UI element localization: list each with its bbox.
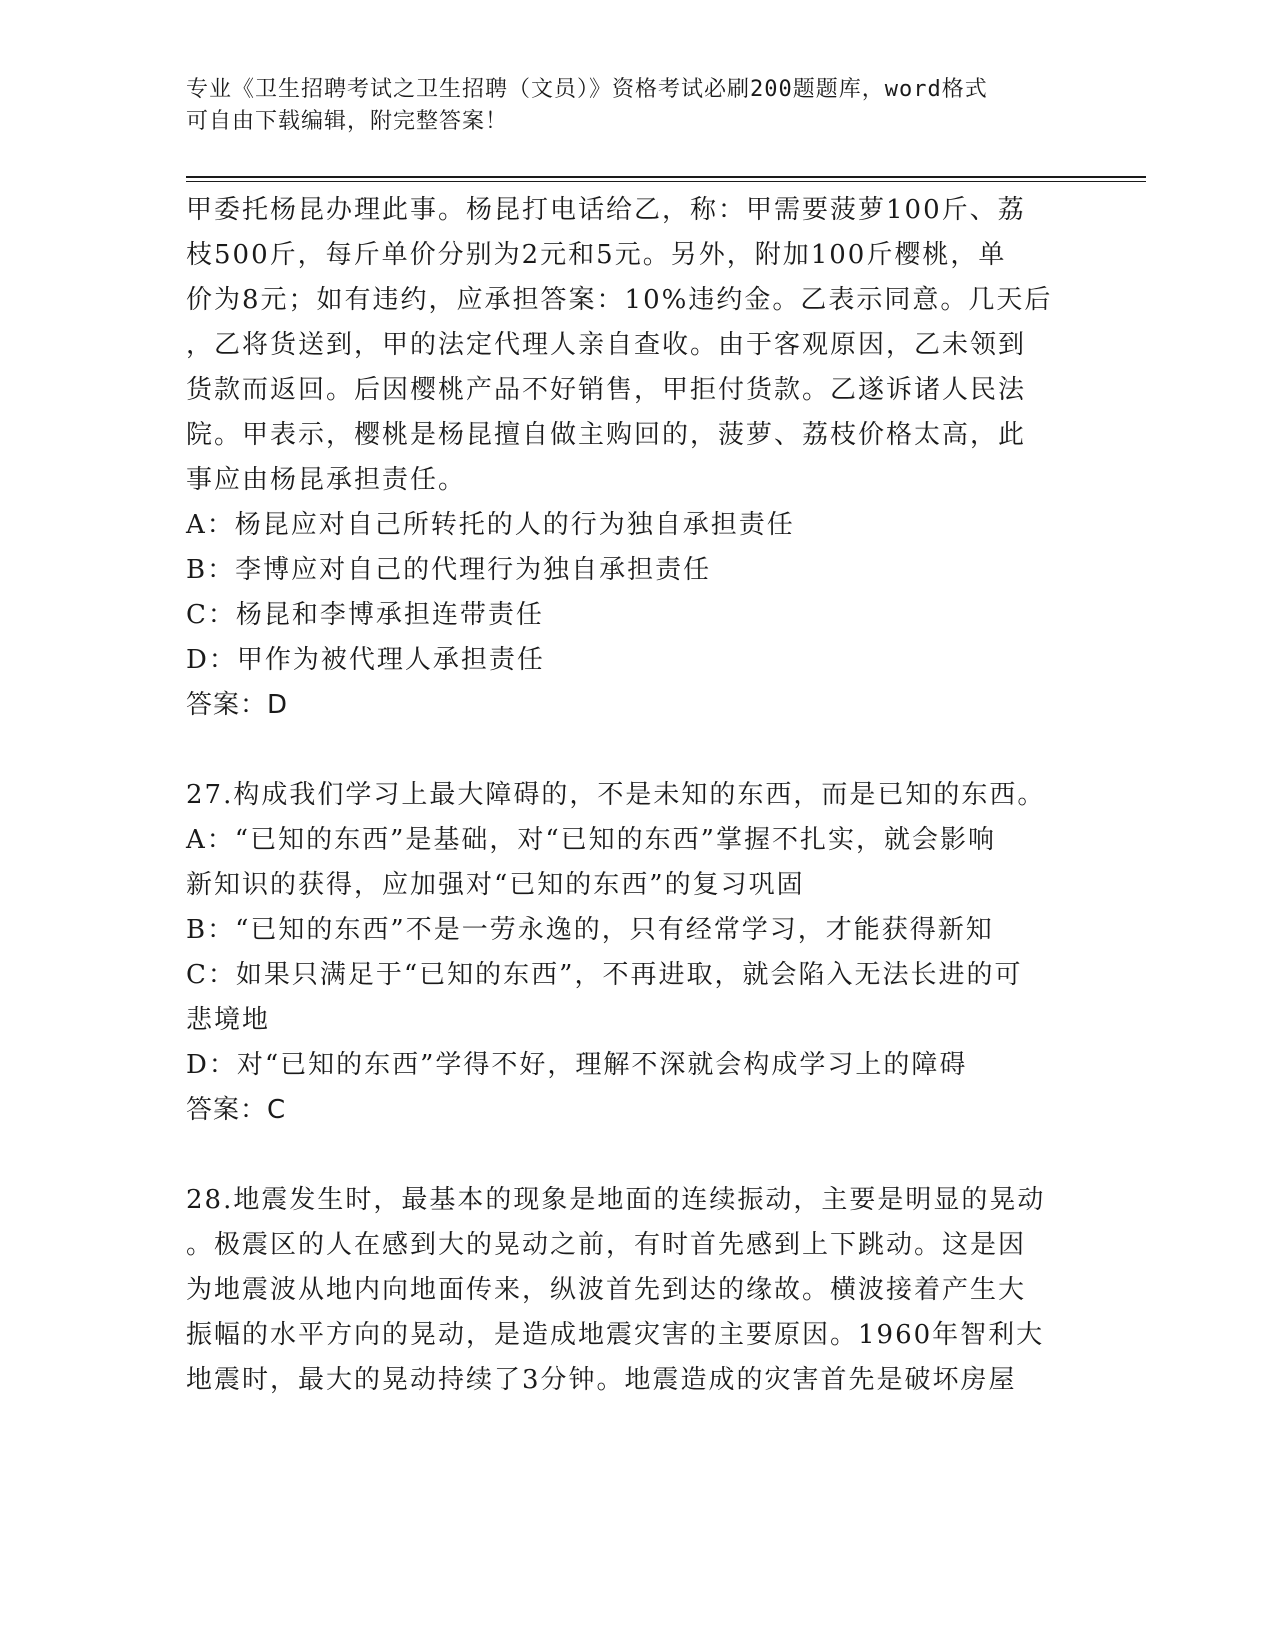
question-26-option-a: A：杨昆应对自己所转托的人的行为独自承担责任 [186,510,795,540]
question-26-text-line: 事应由杨昆承担责任。 [186,465,467,495]
question-27-option-a-line-2: 新知识的获得，应加强对“已知的东西”的复习巩固 [186,870,805,900]
question-27-answer: 答案：C [186,1095,287,1125]
question-26-option-b: B：李博应对自己的代理行为独自承担责任 [186,555,712,585]
question-28 [186,1178,1066,1403]
question-26-option-c: C：杨昆和李博承担连带责任 [186,600,544,630]
question-26-option-d: D：甲作为被代理人承担责任 [186,645,545,675]
spacer [186,1133,1066,1178]
header-divider [186,176,1146,182]
question-28-text-line: 。极震区的人在感到大的晃动之前，有时首先感到上下跳动。这是因 [186,1230,1027,1260]
header-line-1: 专业《卫生招聘考试之卫生招聘（文员）》资格考试必刷200题题库，word格式 [186,77,988,102]
question-26-text-line: 枝500斤，每斤单价分别为2元和5元。另外，附加100斤樱桃，单 [186,240,1007,270]
question-26-text-line: ，乙将货送到，甲的法定代理人亲自查收。由于客观原因，乙未领到 [186,330,1027,360]
question-26-text-line: 甲委托杨昆办理此事。杨昆打电话给乙，称：甲需要菠萝100斤、荔 [186,195,1026,225]
question-28-text-line: 28.地震发生时，最基本的现象是地面的连续振动，主要是明显的晃动 [186,1185,1046,1215]
question-26-text-line: 货款而返回。后因樱桃产品不好销售，甲拒付货款。乙遂诉诸人民法 [186,375,1027,405]
question-26 [186,188,1066,728]
question-28-text-line: 振幅的水平方向的晃动，是造成地震灾害的主要原因。1960年智利大 [186,1320,1045,1350]
question-26-answer: 答案：D [186,690,289,720]
spacer [186,728,1066,773]
question-26-text-line: 院。甲表示，樱桃是杨昆擅自做主购回的，菠萝、荔枝价格太高，此 [186,420,1027,450]
question-28-text-line: 为地震波从地内向地面传来，纵波首先到达的缘故。横波接着产生大 [186,1275,1027,1305]
question-27-option-d: D：对“已知的东西”学得不好，理解不深就会构成学习上的障碍 [186,1050,968,1080]
header-line-2: 可自由下载编辑，附完整答案！ [186,109,509,134]
question-27-option-c-line-2: 悲境地 [186,1005,271,1035]
document-body [186,188,1066,1403]
question-27-stem: 27.构成我们学习上最大障碍的，不是未知的东西，而是已知的东西。 [186,780,1046,810]
page-header [186,74,1066,138]
question-26-text-line: 价为8元；如有违约，应承担答案：10%违约金。乙表示同意。几天后 [186,285,1053,315]
question-27-option-b: B：“已知的东西”不是一劳永逸的，只有经常学习，才能获得新知 [186,915,994,945]
question-27-option-a-line-1: A：“已知的东西”是基础，对“已知的东西”掌握不扎实，就会影响 [186,825,996,855]
question-27 [186,773,1066,1133]
question-27-option-c-line-1: C：如果只满足于“已知的东西”，不再进取，就会陷入无法长进的可 [186,960,1023,990]
question-28-text-line: 地震时，最大的晃动持续了3分钟。地震造成的灾害首先是破坏房屋 [186,1365,1017,1395]
